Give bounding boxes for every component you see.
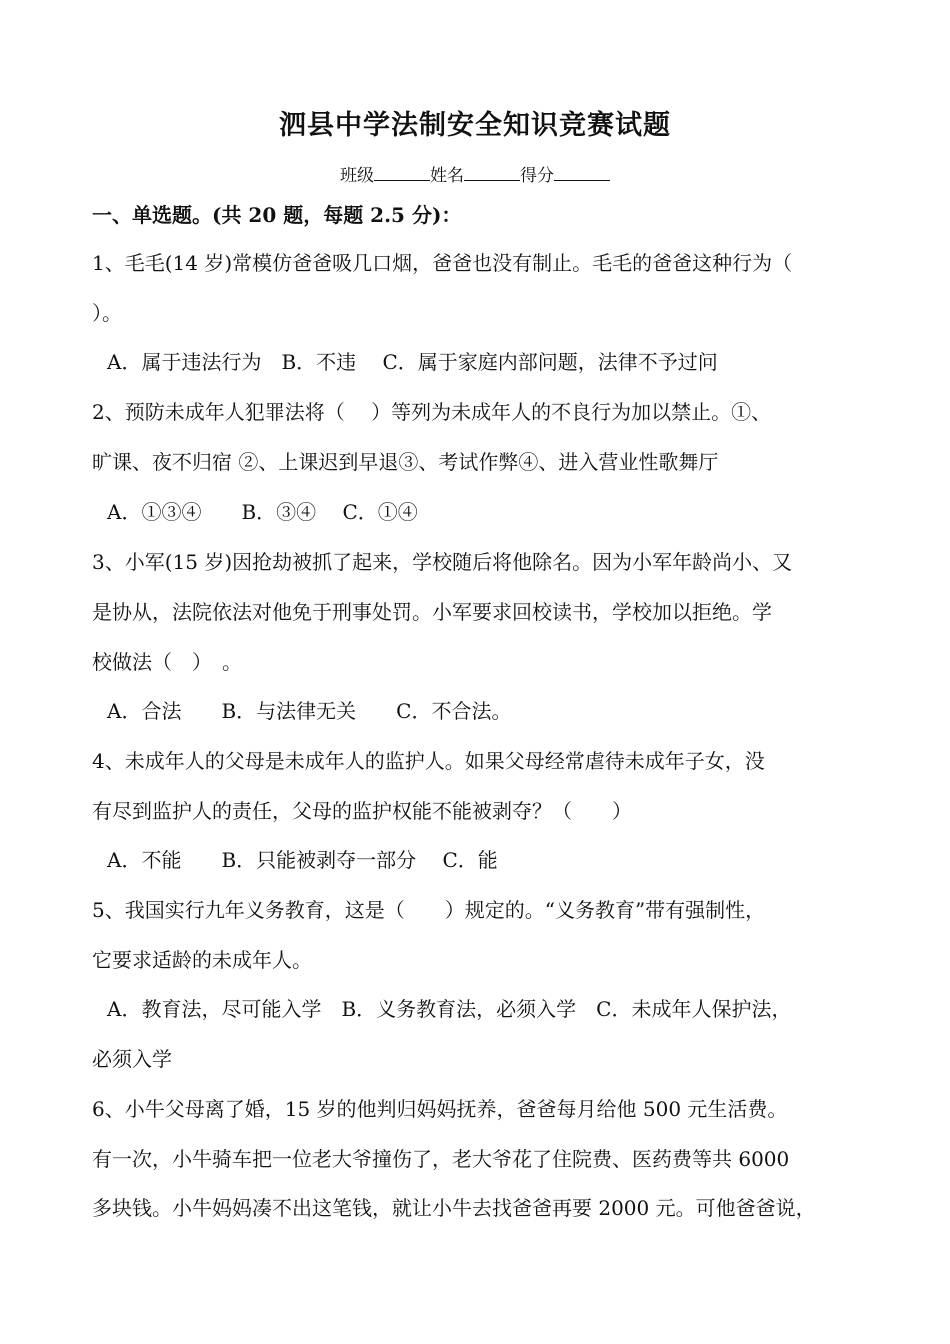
- question-line: 2、预防未成年人犯罪法将（ ）等列为未成年人的不良行为加以禁止。①、: [92, 400, 772, 424]
- question-line: 校做法（ ） 。: [92, 650, 242, 674]
- section-title: 一、单选题。(共 20 题，每题 2.5 分)：: [92, 203, 462, 227]
- question-line: 1、毛毛(14 岁)常模仿爸爸吸几口烟，爸爸也没有制止。毛毛的爸爸这种行为（: [92, 251, 793, 275]
- question-line: 旷课、夜不归宿 ②、上课迟到早退③、考试作弊④、进入营业性歌舞厅: [92, 450, 719, 474]
- question-line: ）。: [92, 301, 122, 325]
- answer-options: A．属于违法行为 B．不违 C．属于家庭内部问题，法律不予过问: [107, 350, 718, 374]
- question-line: 多块钱。小牛妈妈凑不出这笔钱，就让小牛去找爸爸再要 2000 元。可他爸爸说，: [92, 1196, 816, 1220]
- question-line: 4、未成年人的父母是未成年人的监护人。如果父母经常虐待未成年子女，没: [92, 749, 765, 773]
- name-label: 姓名: [430, 166, 464, 186]
- answer-options: A．不能 B．只能被剥夺一部分 C．能: [107, 848, 498, 872]
- answer-options-continued: 必须入学: [92, 1047, 172, 1071]
- question-line: 它要求适龄的未成年人。: [92, 948, 312, 972]
- score-blank: [554, 162, 610, 181]
- answer-options: A．①③④ B．③④ C．①④: [107, 500, 418, 524]
- score-label: 得分: [520, 166, 554, 186]
- class-blank: [374, 162, 430, 181]
- question-line: 有尽到监护人的责任，父母的监护权能不能被剥夺？（ ）: [92, 799, 632, 823]
- class-label: 班级: [340, 166, 374, 186]
- question-line: 3、小军(15 岁)因抢劫被抓了起来，学校随后将他除名。因为小军年龄尚小、又: [92, 550, 793, 574]
- question-line: 5、我国实行九年义务教育，这是（ ）规定的。“义务教育”带有强制性，: [92, 898, 766, 922]
- question-line: 6、小牛父母离了婚，15 岁的他判归妈妈抚养，爸爸每月给他 500 元生活费。: [92, 1097, 788, 1121]
- question-line: 有一次，小牛骑车把一位老大爷撞伤了，老大爷花了住院费、医药费等共 6000: [92, 1147, 790, 1171]
- answer-options: A．合法 B．与法律无关 C．不合法。: [107, 699, 512, 723]
- question-line: 是协从，法院依法对他免于刑事处罚。小军要求回校读书，学校加以拒绝。学: [92, 600, 772, 624]
- name-blank: [464, 162, 520, 181]
- student-info-fields: [0, 162, 950, 189]
- answer-options: A．教育法，尽可能入学 B．义务教育法，必须入学 C．未成年人保护法，: [107, 997, 792, 1021]
- document-title: 泗县中学法制安全知识竞赛试题: [279, 110, 671, 141]
